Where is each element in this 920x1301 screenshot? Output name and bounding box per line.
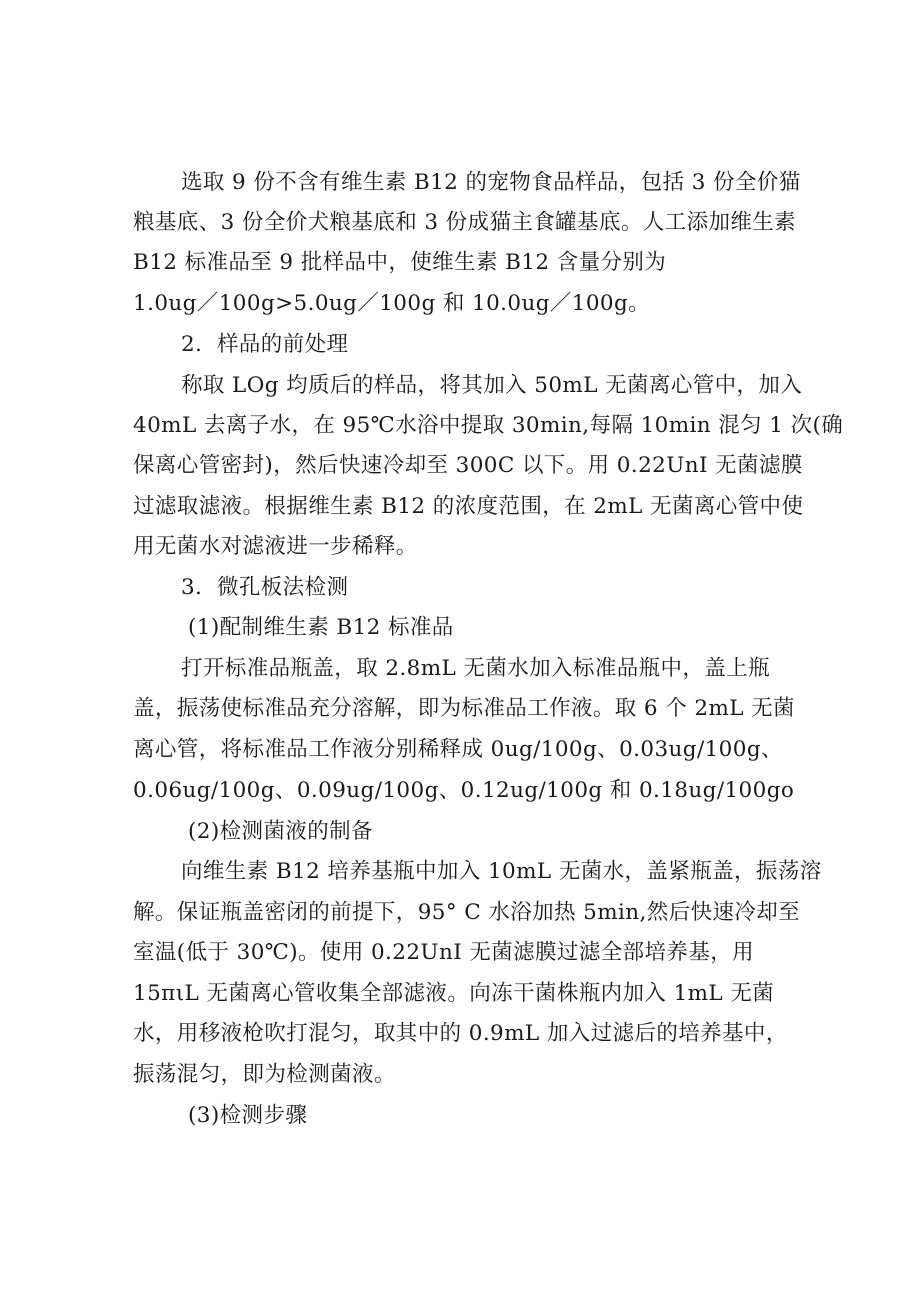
text-line-2: 粮基底、3 份全价犬粮基底和 3 份成猫主食罐基底。人工添加维生素 xyxy=(133,210,797,235)
text-line-6: 称取 LOg 均质后的样品，将其加入 50mL 无菌离心管中，加入 xyxy=(181,373,803,398)
text-line-18: 向维生素 B12 培养基瓶中加入 10mL 无菌水，盖紧瓶盖，振荡溶 xyxy=(181,859,822,884)
subsection-heading-3: (3)检测步骤 xyxy=(188,1103,308,1128)
text-line-8: 保离心管密封)，然后快速冷却至 300C 以下。用 0.22UnI 无菌滤膜 xyxy=(133,453,803,478)
text-line-21: 15πιL 无菌离心管收集全部滤液。向冻干菌株瓶内加入 1mL 无菌 xyxy=(133,981,775,1006)
text-line-15: 离心管，将标准品工作液分别稀释成 0ug/100g、0.03ug/100g、 xyxy=(133,737,783,762)
text-line-13: 打开标准品瓶盖，取 2.8mL 无菌水加入标准品瓶中，盖上瓶 xyxy=(181,656,771,681)
text-line-7: 40mL 去离子水，在 95℃水浴中提取 30min,每隔 10min 混匀 1 次(确 xyxy=(133,413,844,438)
text-line-14: 盖，振荡使标准品充分溶解，即为标准品工作液。取 6 个 2mL 无菌 xyxy=(133,696,795,721)
text-line-10: 用无菌水对滤液进一步稀释。 xyxy=(133,534,418,559)
section-heading-3: 3．微孔板法检测 xyxy=(181,575,349,600)
text-line-9: 过滤取滤液。根据维生素 B12 的浓度范围，在 2mL 无菌离心管中使 xyxy=(133,494,804,519)
text-line-19: 解。保证瓶盖密闭的前提下，95° C 水浴加热 5min,然后快速冷却至 xyxy=(133,900,801,925)
text-line-1: 选取 9 份不含有维生素 B12 的宠物食品样品，包括 3 份全价猫 xyxy=(181,170,801,195)
text-line-16: 0.06ug/100g、0.09ug/100g、0.12ug/100g 和 0.18ug/100go xyxy=(133,778,795,803)
text-line-20: 室温(低于 30℃)。使用 0.22UnI 无菌滤膜过滤全部培养基，用 xyxy=(133,940,755,965)
text-line-23: 振荡混匀，即为检测菌液。 xyxy=(133,1062,396,1087)
subsection-heading-1: (1)配制维生素 B12 标准品 xyxy=(188,615,454,640)
subsection-heading-2: (2)检测菌液的制备 xyxy=(188,819,373,844)
text-line-3: B12 标准品至 9 批样品中，使维生素 B12 含量分别为 xyxy=(133,250,667,275)
text-line-22: 水，用移液枪吹打混匀，取其中的 0.9mL 加入过滤后的培养基中， xyxy=(133,1021,788,1046)
section-heading-2: 2．样品的前处理 xyxy=(181,332,349,357)
text-line-4: 1.0ug／100g>5.0ug／100g 和 10.0ug／100g。 xyxy=(133,291,651,316)
